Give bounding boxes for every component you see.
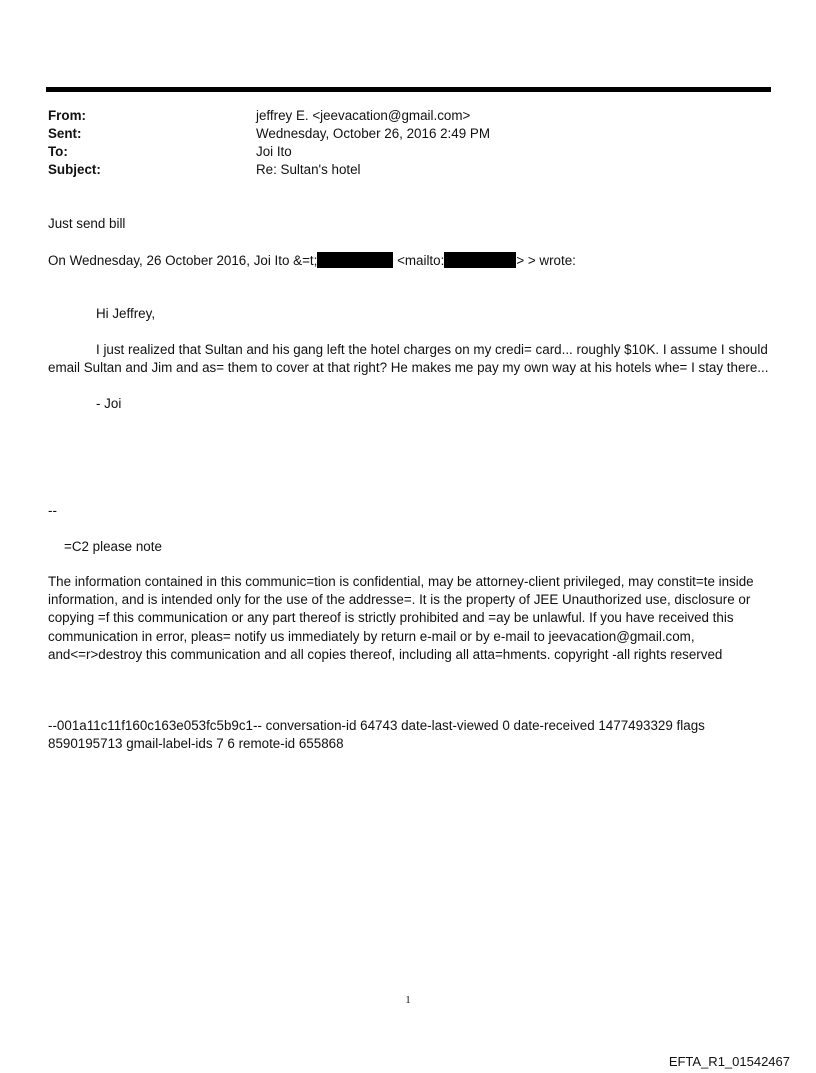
subject-label: Subject: — [48, 162, 101, 177]
reply-text: Just send bill — [48, 216, 126, 231]
to-label: To: — [48, 144, 68, 159]
to-row — [48, 143, 748, 161]
quote-intro — [48, 252, 576, 270]
metadata-text: --001a11c11f160c163e053fc5b9c1-- conversation-id 64743 date-last-viewed 0 date-received 1477493329 flags 8590195713 gmail-label-ids 7 6 remote-id 655868 — [48, 718, 705, 752]
subject-value: Re: Sultan's hotel — [256, 162, 361, 177]
message-line-2: email Sultan and Jim and as= them to cover at that right? He makes me pay my own way at his hotels whe= I stay there... — [48, 360, 769, 375]
from-label: From: — [48, 108, 86, 123]
subject-row — [48, 161, 748, 179]
note-text: =C2 please note — [64, 539, 162, 554]
page-number: 1 — [405, 994, 411, 1006]
separator-text: -- — [48, 503, 57, 518]
redaction-box — [444, 252, 516, 268]
message-line-1: I just realized that Sultan and his gang left the hotel charges on my credi= card... roughly $10K. I assume I should — [96, 342, 768, 357]
sent-label: Sent: — [48, 126, 82, 141]
from-row — [48, 107, 748, 125]
quote-intro-text-3: > > wrote: — [516, 253, 576, 268]
sent-value: Wednesday, October 26, 2016 2:49 PM — [256, 126, 490, 141]
greeting-text: Hi Jeffrey, — [96, 306, 156, 321]
quote-intro-text-1: On Wednesday, 26 October 2016, Joi Ito &=t; — [48, 253, 318, 268]
signature-text: - Joi — [96, 396, 122, 411]
redaction-box — [317, 252, 393, 268]
from-value: jeffrey E. <jeevacation@gmail.com> — [256, 108, 471, 123]
sent-row — [48, 125, 748, 143]
disclaimer-text: The information contained in this communic=tion is confidential, may be attorney-client privileged, may constit=te inside information, and is intended only for the use of the addresse=. It is the property of JEE Unauthorized use, disclosure or copying =f this communication or any part thereof is strictly prohibited and =ay be unlawful. If you have received this communication in error, pleas= notify us immediately by return e-mail or by e-mail to jeevacation@gmail.com, and<=r>destroy this communication and all copies thereof, including all atta=hments. copyright -all rights reserved — [48, 574, 754, 662]
header-divider — [46, 87, 771, 92]
to-value: Joi Ito — [256, 144, 292, 159]
quote-intro-text-2: <mailto: — [393, 253, 445, 268]
bates-number: EFTA_R1_01542467 — [668, 1054, 790, 1069]
